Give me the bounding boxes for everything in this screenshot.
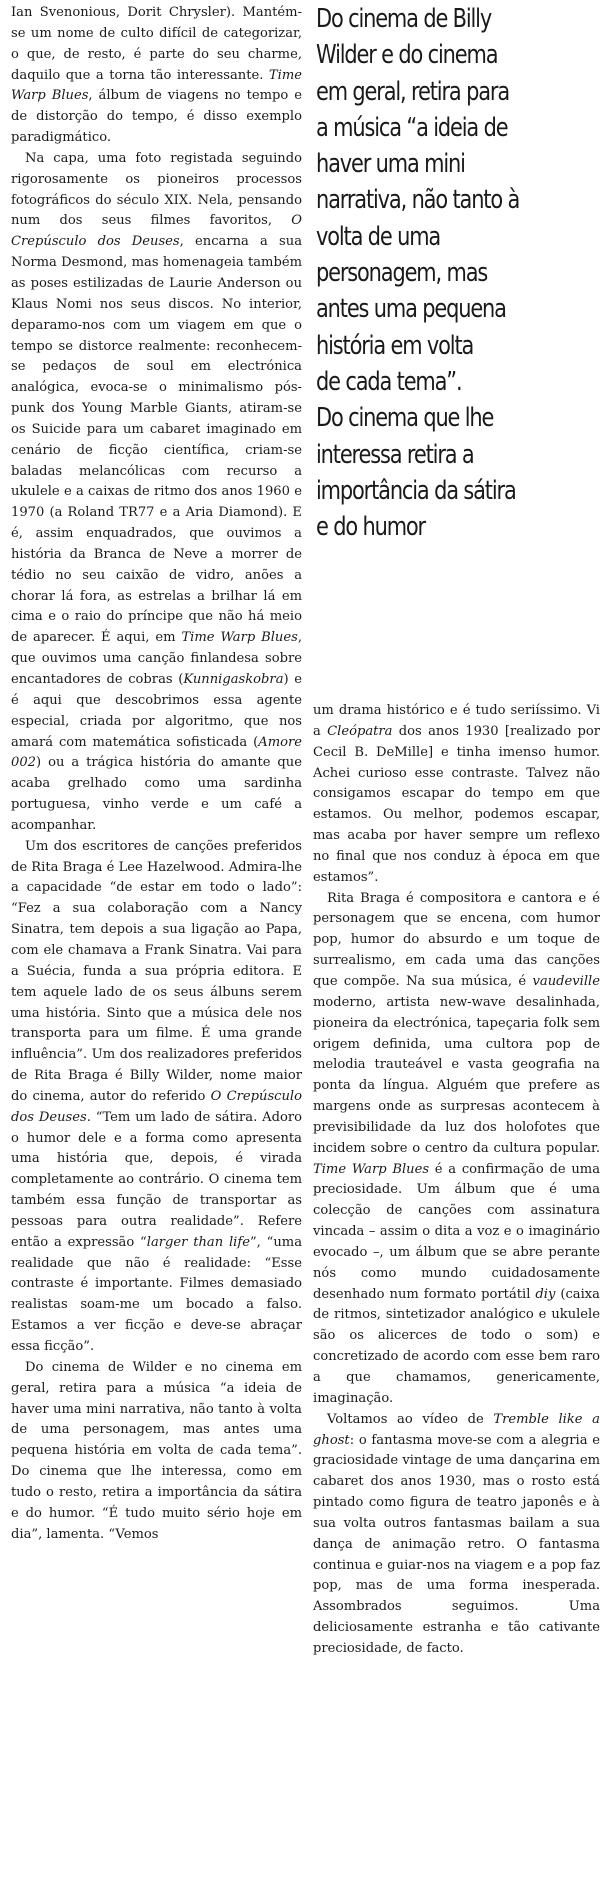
pull-quote-line: Do cinema de Billy bbox=[316, 4, 492, 34]
text-run: ) e é aqui que descobrimos essa agente especial, criada por algoritmo, que nos amará com matemática sofisticada ( bbox=[11, 672, 302, 750]
pull-quote-line: volta de uma bbox=[316, 221, 441, 252]
text-run: ) ou a trágica história do amante que acaba grelhado como uma sardinha portuguesa, vinho verde e um café a acompanhar. bbox=[11, 755, 302, 833]
text-run: : o fantasma move-se com a alegria e graciosidade vintage de uma dançarina em cabaret dos anos 1930, mas o rosto está pintado como figura de teatro japonês e à sua volta outros fantasmas bailam a sua dança de animação retro. O fantasma continua e guiar-nos na viagem e a pop faz pop, mas de uma forma inesperada. Assombrados seguimos. Uma deliciosamente estranha e tão cativante preciosidade, de facto. bbox=[313, 1432, 600, 1656]
text-run: Ian Svenonious, Dorit Chrysler). Mantém-se um nome de culto difícil de categorizar, o que, de resto, é parte do seu charme, daquilo que a torna tão interessante. bbox=[11, 5, 302, 83]
text-run: (caixa de ritmos, sintetizador analógico e ukulele são os alicerces de todo o som) e concretizado de acordo com esse bem raro a que chamamos, genericamente, imaginação. bbox=[313, 1286, 600, 1406]
left-text-column bbox=[11, 3, 302, 1545]
genre-term: vaudeville bbox=[532, 973, 600, 989]
expression: larger than life bbox=[146, 1234, 250, 1250]
text-run: moderno, artista new-wave desalinhada, pioneira da electrónica, tapeçaria folk sem origem definida, uma cultora pop de melodia trauteável e vasta geografia na ponta da língua. Alguém que prefere as margens onde as surpresas acontecem à previsibilidade da luz dos holofotes que incidem sobre o centro da cultura popular. bbox=[313, 994, 600, 1156]
film-title: O Crepúsculo dos Deuses bbox=[11, 213, 302, 250]
paragraph-intro bbox=[11, 3, 302, 149]
pull-quote-line: de cada tema”. bbox=[316, 366, 462, 397]
text-run: , que ouvimos uma canção finlandesa sobre encantadores de cobras ( bbox=[11, 630, 303, 687]
text-run: , encarna a sua Norma Desmond, mas homenageia também as poses estilizadas de Laurie Anderson ou Klaus Nomi nos seus discos. No interior, deparamo-nos com um viagem em que o tempo se distorce realmente: reconhecem-se pedaços de soul em electrónica analógica, evoca-se o minimalismo pós-punk dos Young Marble Giants, atiram-se os Suicide para um cabaret imaginado em cenário de ficção científica, criam-se baladas melancólicas com recurso a ukulele e a caixas de ritmo dos anos 1960 e 1970 (a Roland TR77 e a Aria Diamond). E é, assim enquadrados, que ouvimos a história da Branca de Neve a morrer de tédio no seu caixão de vidro, anões a chorar lá fora, as estrelas a brilhar lá em cima e o raio do príncipe que não há meio de aparecer. É aqui, em bbox=[11, 234, 303, 646]
pull-quote-line: história em volta bbox=[316, 330, 474, 361]
pull-quote-line: narrativa, não tanto à bbox=[316, 185, 520, 216]
text-run: , álbum de viagens no tempo e de distorção do tempo, é disso exemplo paradigmático. bbox=[11, 88, 303, 146]
album-title: Time Warp Blues bbox=[181, 630, 298, 646]
film-title: O Crepúsculo dos Deuses bbox=[11, 1088, 303, 1125]
video-title: Tremble like a ghost bbox=[313, 1411, 600, 1448]
diy-term: diy bbox=[535, 1286, 556, 1302]
text-run: dos anos 1930 [realizado por Cecil B. DeMille] e tinha imenso humor. Achei curioso esse contraste. Talvez não consigamos escapar do tempo em que estamos. Ou melhor, podemos escapar, mas acaba por haver sempre um reflexo no final que nos conduz à época em que estamos”. bbox=[313, 723, 600, 885]
right-text-column bbox=[313, 701, 600, 1660]
text-run: é a confirmação de uma preciosidade. Um álbum que é uma colecção de canções com assinatura vincada – assim o dita a voz e o imaginário evocado –, um álbum que se abre perante nós como mundo cuidadosamente desenhado num formato portátil bbox=[313, 1161, 601, 1302]
text-run: ”, “uma realidade que não é realidade: “Esse contraste é importante. Filmes demasiado realistas soam-me um bocado a falso. Estamos a ver ficção e deve-se abraçar essa ficção”. bbox=[11, 1234, 302, 1354]
album-title: Time Warp Blues bbox=[313, 1161, 430, 1177]
film-title: Cleópatra bbox=[327, 723, 393, 739]
text-run: Rita Braga é compositora e cantora e é personagem que se encena, com humor pop, humor do absurdo e um toque de surrealismo, em cada uma das canções que compõe. Na sua música, é bbox=[313, 890, 600, 989]
song-title: Amore 002 bbox=[11, 734, 302, 771]
pull-quote-line: antes uma pequena bbox=[316, 294, 506, 325]
text-run: Um dos escritores de canções preferidos de Rita Braga é Lee Hazelwood. Admira-lhe a capacidade “de estar em todo o lado”: “Fez a sua colaboração com a Nancy Sinatra, tem depois a sua ligação ao Papa, com ele chamava a Frank Sinatra. Vai para a Suécia, funda a sua própria editora. E tem aquele lado de os seus álbuns serem uma história. Sinto que a música dele nos transporta para um filme. É uma grande influência”. Um dos realizadores preferidos de Rita Braga é Billy Wilder, nome maior do cinema, autor do referido bbox=[11, 838, 302, 1104]
song-title: Kunnigaskobra bbox=[183, 672, 284, 687]
paragraph-video bbox=[313, 1410, 600, 1660]
album-title: Time Warp Blues bbox=[11, 67, 302, 104]
paragraph-cover bbox=[11, 149, 302, 837]
pull-quote-line: em geral, retira para bbox=[316, 76, 509, 107]
paragraph-cinema: Do cinema de Wilder e no cinema em geral, retira para a música “a ideia de haver uma mini narrativa, não tanto à volta de uma personagem, mas antes uma pequena história em volta de cada tema”. Do cinema que lhe interessa, como em tudo o resto, retira a importância da sátira e do humor. “É tudo muito sério hoje em dia”, lamenta. “Vemos bbox=[11, 1359, 302, 1542]
text-run: . “Tem um lado de sátira. Adoro o humor dele e a forma como apresenta uma história que, depois, é virada completamente ao contrário. O cinema tem também essa função de transportar as pessoas para outra realidade”. Refere então a expressão “ bbox=[11, 1109, 303, 1250]
pull-quote-line: interessa retira a bbox=[316, 439, 474, 470]
pull-quote-line: a música “a ideia de bbox=[316, 112, 508, 143]
text-run: um drama histórico e é tudo seriíssimo. Vi a bbox=[313, 703, 600, 739]
pull-quote-line: e do humor bbox=[316, 512, 426, 543]
pull-quote-line: personagem, mas bbox=[316, 258, 488, 289]
text-run: Voltamos ao vídeo de bbox=[327, 1411, 494, 1427]
pull-quote-line: importância da sátira bbox=[316, 475, 516, 506]
pull-quote-line: haver uma mini bbox=[316, 149, 465, 180]
pull-quote-line: Do cinema que lhe bbox=[316, 403, 494, 434]
text-run: Na capa, uma foto registada seguindo rigorosamente os pioneiros processos fotográficos do século XIX. Nela, pensando num dos seus filmes favoritos, bbox=[11, 150, 302, 229]
pull-quote-line: Wilder e do cinema bbox=[316, 40, 498, 71]
paragraph-influences bbox=[11, 837, 302, 1358]
pull-quote bbox=[316, 1, 604, 545]
paragraph-artist bbox=[313, 889, 600, 1410]
paragraph-continuation bbox=[313, 701, 600, 889]
